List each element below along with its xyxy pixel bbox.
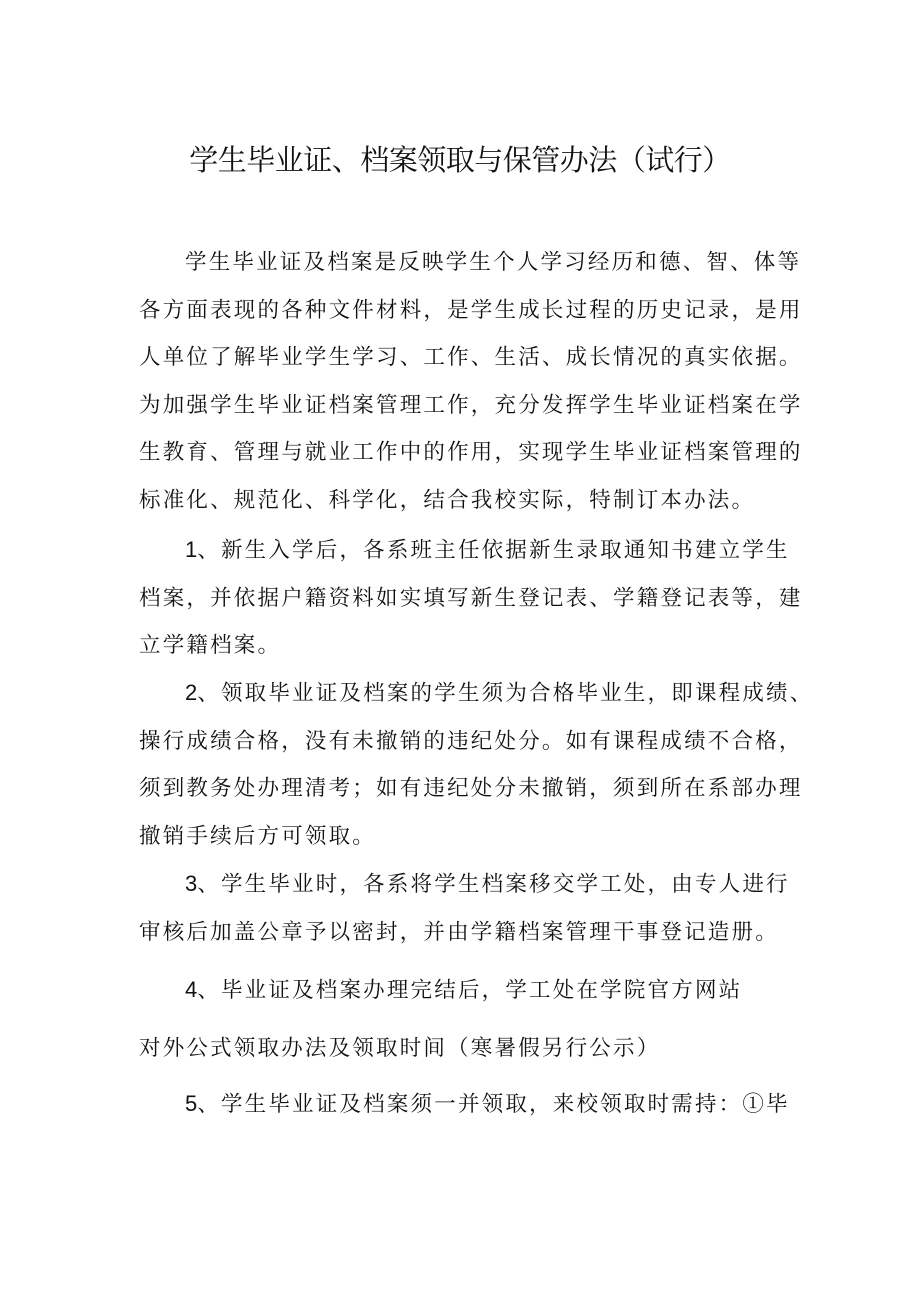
intro-line: 为加强学生毕业证档案管理工作，充分发挥学生毕业证档案在学 — [139, 392, 803, 418]
clause-number: 5 — [185, 1091, 198, 1116]
clause-line — [139, 1080, 789, 1129]
clause-text: 、学生毕业证及档案须一并领取，来校领取时需持：①毕 — [197, 1092, 790, 1117]
intro-line: 学生毕业证及档案是反映学生个人学习经历和德、智、体等 — [185, 250, 802, 275]
document-title: 学生毕业证、档案领取与保管办法（试行） — [189, 143, 731, 177]
clause-5 — [139, 1080, 789, 1129]
clause-line: 审核后加盖公章予以密封，并由学籍档案管理干事登记造册。 — [139, 919, 779, 945]
clause-line: 须到教务处办理清考；如有违纪处分未撤销，须到所在系部办理 — [139, 776, 803, 801]
clause-number: 3 — [185, 871, 198, 896]
clause-text: 、毕业证及档案办理完结后，学工处在学院官方网站 — [197, 978, 743, 1003]
intro-line: 标准化、规范化、科学化，结合我校实际，特制订本办法。 — [139, 487, 756, 513]
intro-line: 各方面表现的各种文件材料，是学生成长过程的历史记录，是用 — [139, 297, 803, 323]
clause-line — [139, 860, 789, 909]
intro-line: 人单位了解毕业学生学习、工作、生活、成长情况的真实依据。 — [139, 345, 803, 370]
clause-1 — [139, 526, 803, 670]
clause-text: 、新生入学后，各系班主任依据新生录取通知书建立学生 — [197, 538, 790, 563]
intro-paragraph — [139, 239, 803, 524]
clause-line — [139, 669, 814, 718]
intro-line: 生教育、管理与就业工作中的作用，实现学生毕业证档案管理的 — [139, 440, 803, 465]
clause-line: 立学籍档案。 — [139, 633, 282, 658]
clause-number: 4 — [185, 977, 198, 1002]
clause-line: 撤销手续后方可领取。 — [139, 823, 377, 849]
clause-line — [139, 966, 789, 1015]
clause-text: 、领取毕业证及档案的学生须为合格毕业生，即课程成绩、 — [197, 681, 814, 706]
clause-line: 操行成绩合格，没有未撤销的违纪处分。如有课程成绩不合格， — [139, 728, 803, 754]
clause-3 — [139, 860, 789, 956]
clause-line: 对外公式领取办法及领取时间（寒暑假另行公示） — [139, 1035, 661, 1061]
clause-number: 1 — [185, 537, 198, 562]
clause-number: 2 — [185, 680, 198, 705]
clause-4 — [139, 966, 789, 1072]
clause-text: 、学生毕业时，各系将学生档案移交学工处，由专人进行 — [197, 872, 790, 897]
clause-line: 档案，并依据户籍资料如实填写新生登记表、学籍登记表等，建 — [139, 585, 803, 611]
clause-line — [139, 526, 789, 575]
clause-2 — [139, 669, 814, 860]
